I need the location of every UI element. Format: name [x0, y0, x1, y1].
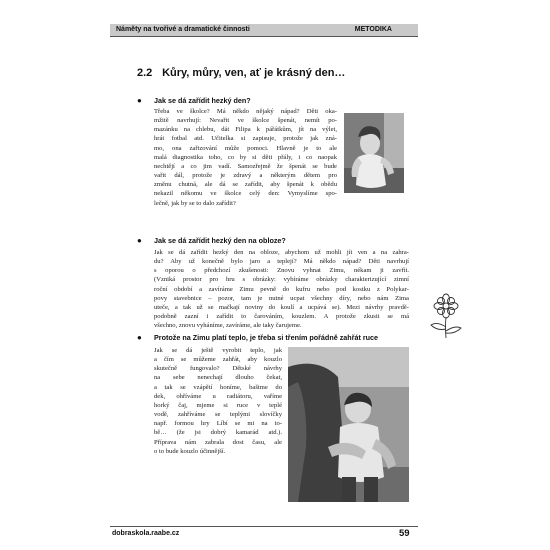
- paragraph-line: o to bude kouzlo účinnější.: [154, 447, 226, 455]
- paragraph-line: du? Aby už konečně bylo jaro a teplejí? Má někdo nápad? Děti navrhují: [154, 258, 409, 266]
- running-header-section: METODIKA: [354, 26, 392, 33]
- paragraph-line: Jak se dá zařídit hezký den na obloze, abychom už mohli jít ven a na zahra-: [154, 249, 409, 256]
- paragraph-line: povy stavebnice – pozor, tam je nutné ucpat všechny díry, nebo nám Zima: [154, 294, 409, 302]
- paragraph-line: mo, ona zařizování může pomoci. Hlavně je to ale: [154, 144, 337, 152]
- bullet-icon: ●: [137, 96, 142, 105]
- question-heading-3: [137, 333, 427, 342]
- paragraph-line: horký čaj, mjeme si ruce v teplé: [154, 401, 282, 409]
- paragraph-line: uteče, a tak už se mačkají noviny do koulí a ucpává se). Mezi návrhy pravdě-: [154, 303, 409, 311]
- paragraph-line: na sebe nenechají dlouho čekat,: [154, 374, 282, 382]
- question-heading-1: [137, 96, 427, 105]
- question-text-2: Jak se dá zařídit hezký den na obloze?: [154, 236, 286, 245]
- paragraph-line: všechno, znovu vyháníme, zavíráme, ale taky čarujeme.: [154, 322, 302, 330]
- page-number: 59: [399, 528, 410, 539]
- photo-child: [344, 113, 404, 193]
- running-header-title: Náměty na tvořivé a dramatické činnosti: [116, 26, 250, 33]
- question-heading-2: [137, 236, 427, 245]
- running-header: [110, 24, 418, 37]
- paragraph-line: Třeba ve školce? Má někdo nějaký nápad? Děti oka-: [154, 108, 337, 115]
- paragraph-line: lečně, jak by se to dalo zařídit?: [154, 199, 236, 207]
- footer-website: dobraskola.raabe.cz: [112, 530, 180, 537]
- question-text-3: Protože na Zimu platí teplo, je třeba si třením pořádně zahřát ruce: [154, 333, 379, 342]
- flower-icon: [425, 293, 467, 339]
- paragraph-line: mazánku na chlebu, dát Filipa k pářátkům, jít na výlet,: [154, 126, 337, 134]
- paragraph-1: [154, 107, 337, 208]
- paragraph-line: nekazil někomu ve školce celý den: Vymyslíme spo-: [154, 190, 337, 198]
- photo-child-image: [344, 113, 404, 193]
- paragraph-line: vodě, zahříváme se teplými slovíčky: [154, 411, 282, 419]
- paragraph-2: [154, 248, 409, 330]
- paragraph-line: nechtějí a co jim vadí. Samozřejmě že špenát se bude: [154, 162, 337, 170]
- paragraph-line: podobně zazní i zařídit to čarováním, kouzlem. A protože zkusit se má: [154, 313, 409, 321]
- paragraph-line: hrát fotbal atd. Učitelka si zapisuje, protože jak zná-: [154, 135, 337, 143]
- paragraph-line: malá diagnostika toho, co by si děti přály, i co naopak: [154, 153, 337, 161]
- paragraph-line: dek, ohříváme u radiátoru, vaříme: [154, 392, 282, 400]
- paragraph-line: bě… (že jsi dobrý kamarád atd.).: [154, 429, 282, 437]
- flower-drawing: [425, 293, 467, 339]
- footer-rule: [110, 526, 418, 527]
- paragraph-line: např. formou hry Líbí se mi na to-: [154, 420, 282, 428]
- paragraph-line: skutečně fungovalo? Dětské návrhy: [154, 365, 282, 373]
- paragraph-line: Příprava nám zabrala dost času, ale: [154, 438, 282, 446]
- paragraph-line: mžitě navrhují: Nevařit ve školce špenát, nemít po-: [154, 117, 337, 125]
- photo-adult-image: [288, 347, 409, 502]
- section-number: 2.2: [137, 67, 153, 79]
- paragraph-line: (Vzniká prostor pro hru s obrázky: vybíráme obrázky charakterizující zimní: [154, 276, 409, 284]
- section-title: Kůry, můry, ven, ať je krásný den…: [162, 67, 346, 79]
- bullet-icon: ●: [137, 236, 142, 245]
- section-heading: [137, 67, 427, 79]
- question-text-1: Jak se dá zařídit hezký den?: [154, 96, 251, 105]
- paragraph-line: a čím se můžeme zahřát, aby kouzlo: [154, 356, 282, 364]
- paragraph-line: a tak se vzápětí honíme, baštme do: [154, 383, 282, 391]
- paragraph-line: vařit dál, protože je zdravý a některým dětem pro: [154, 172, 337, 180]
- bullet-icon: ●: [137, 333, 142, 342]
- paragraph-line: změnu chutná, ale dá se zařídit, aby špenát k obědu: [154, 181, 337, 189]
- paragraph-line: roční období a zavíráme Zimu pevně do kufru nebo pod kostku z Polykar-: [154, 285, 409, 293]
- paragraph-line: Jak se dá ještě vyrobit teplo, jak: [154, 347, 282, 354]
- paragraph-3: [154, 346, 282, 456]
- photo-adult-with-child: [288, 347, 409, 502]
- paragraph-line: s oporou o předchozí zkušenosti: Znovu vyhnat Zimu, nékam ji zavřít.: [154, 267, 409, 275]
